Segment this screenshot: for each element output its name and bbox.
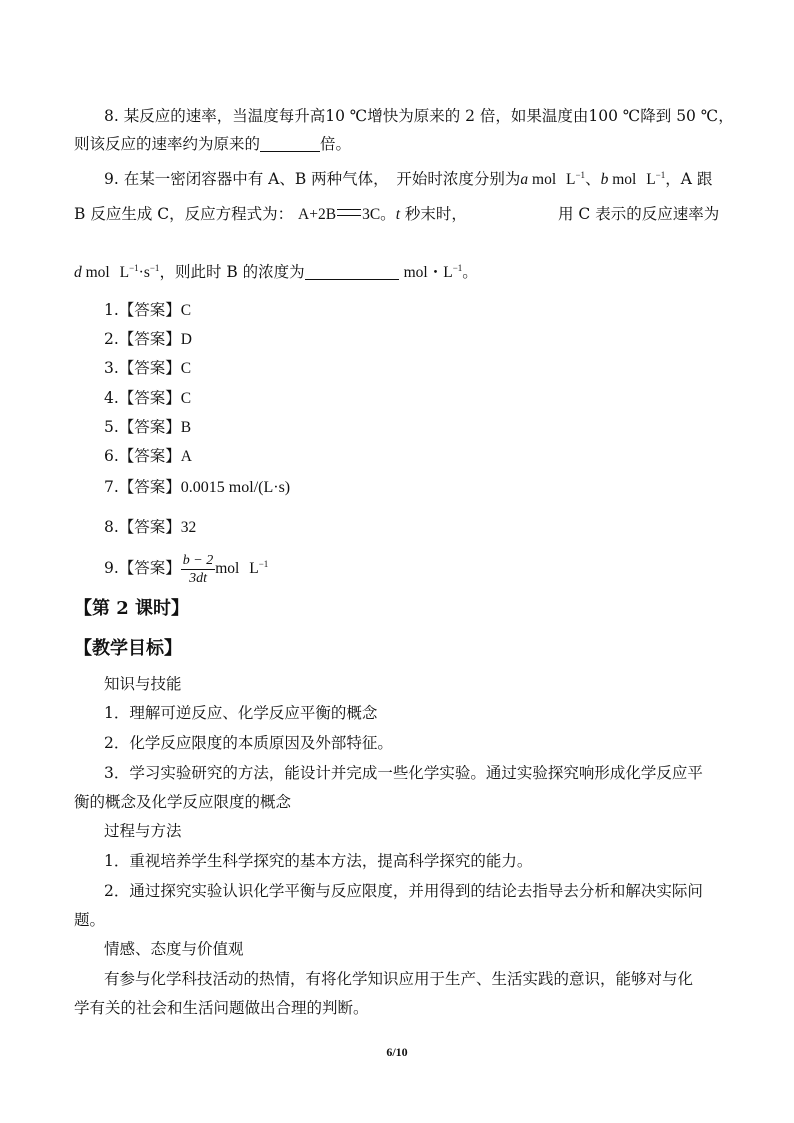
emotion-title: 情感、态度与价值观 (104, 940, 244, 958)
process-title: 过程与方法 (104, 822, 182, 840)
answer-2: 2.【答案】D (104, 330, 192, 348)
process-item-2-line-1: 2．通过探究实验认识化学平衡与反应限度，并用得到的结论去指导去分析和解决实际问 (104, 882, 703, 900)
answer-7: 7.【答案】0.0015 mol/(L·s) (104, 478, 291, 496)
q8-line-2: 则该反应的速率约为原来的 倍。 (74, 135, 352, 153)
knowledge-item-1: 1．理解可逆反应、化学反应平衡的概念 (104, 704, 378, 722)
emotion-line-2: 学有关的社会和生活问题做出合理的判断。 (74, 999, 369, 1017)
q9-line-3: d mol $L^{-1}\cdot s^{-1}$，则此时 B 的浓度为 mol・$L^{-1}$。 (74, 263, 478, 281)
answer-9-fraction: $\frac{b - 2}{3dt}$ (182, 552, 214, 586)
answer-8: 8.【答案】32 (104, 518, 197, 536)
knowledge-item-2: 2．化学反应限度的本质原因及外部特征。 (104, 734, 393, 752)
q9-line-1: 9. 在某一密闭容器中有 A、B 两种气体， 开始时浓度分别为a mol $L^{-1}$、b mol $L^{-1}$，A 跟 (104, 170, 713, 188)
emotion-line-1: 有参与化学科技活动的热情，有将化学知识应用于生产、生活实践的意识，能够对与化 (104, 970, 694, 988)
answer-9: 9.【答案】 $\frac{b - 2}{3dt}$ mol $L^{-1}$ (104, 552, 269, 586)
equation-equals-sign (337, 209, 361, 216)
knowledge-item-3-line-1: 3．学习实验研究的方法，能设计并完成一些化学实验。通过实验探究响形成化学反应平 (104, 764, 703, 782)
process-item-2-line-2: 题。 (74, 911, 106, 929)
q9-line-2b: 用 C 表示的反应速率为 (558, 205, 720, 223)
page-number: 6/10 (386, 1045, 408, 1059)
q8-answer-blank (260, 135, 320, 152)
q9-line-2a: B 反应生成 C，反应方程式为： A+2B 3C。t 秒末时， (74, 205, 467, 223)
q8-line-1: 8. 某反应的速率，当温度每升高10 ℃增快为原来的 2 倍，如果温度由100 ℃降到 50 ℃， (104, 107, 734, 125)
answer-5: 5.【答案】B (104, 418, 192, 436)
lesson-heading: 【第 2 课时】 (74, 598, 190, 619)
answer-3: 3.【答案】C (104, 359, 192, 377)
objectives-heading: 【教学目标】 (74, 638, 182, 659)
answer-6: 6.【答案】A (104, 447, 192, 465)
process-item-1: 1．重视培养学生科学探究的基本方法，提高科学探究的能力。 (104, 852, 533, 870)
q9-answer-blank (305, 263, 399, 280)
knowledge-title: 知识与技能 (104, 675, 182, 693)
answer-4: 4.【答案】C (104, 389, 192, 407)
knowledge-item-3-line-2: 衡的概念及化学反应限度的概念 (74, 793, 292, 811)
answer-1: 1.【答案】C (104, 301, 192, 319)
